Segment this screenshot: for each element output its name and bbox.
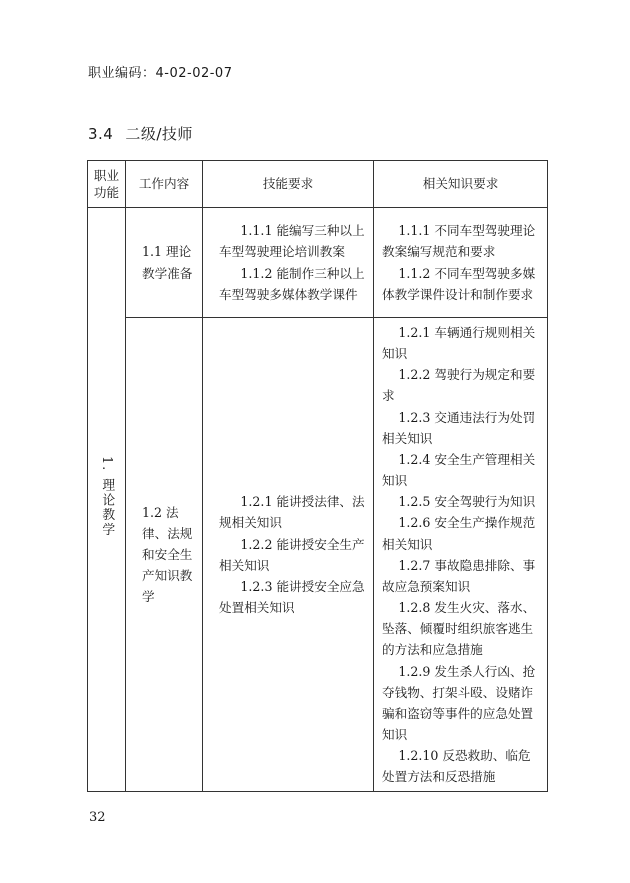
function-label: 1. 理论教学: [99, 455, 115, 538]
knowledge-item: 1.2.9 发生杀人行凶、抢夺钱物、打架斗殴、设赌诈骗和盗窃等事件的应急处置知识: [382, 663, 536, 742]
header-function-text: 职业 功能: [93, 168, 120, 200]
header-content: 工作内容: [126, 161, 203, 208]
knowledge-item: 1.1.1 不同车型驾驶理论教案编写规范和要求: [382, 223, 536, 260]
knowledge-item: 1.2.6 安全生产操作规范相关知识: [382, 515, 536, 552]
knowledge-item: 1.2.2 驾驶行为规定和要求: [382, 367, 536, 404]
section-heading: [88, 123, 193, 144]
page-number: 32: [89, 810, 106, 825]
skill-item: 1.2.1 能讲授法律、法规相关知识: [219, 494, 365, 531]
knowledge-item: 1.2.3 交通违法行为处罚相关知识: [382, 409, 536, 446]
content-cell: [126, 318, 203, 792]
content-cell: [126, 208, 203, 318]
knowledge-cell: [374, 318, 548, 792]
content-text: 1.2 法律、法规和安全生产知识教学: [142, 504, 193, 605]
content-text: 1.1 理论教学准备: [142, 244, 193, 281]
knowledge-item: 1.2.4 安全生产管理相关知识: [382, 451, 536, 489]
knowledge-item: 1.2.5 安全驾驶行为知识: [398, 494, 536, 510]
skill-item: 1.1.1 能编写三种以上车型驾驶理论培训教案: [219, 223, 365, 260]
header-skills: 技能要求: [203, 161, 374, 208]
table-header-row: [88, 161, 548, 208]
knowledge-item: 1.2.1 车辆通行规则相关知识: [382, 325, 536, 362]
table-row: [88, 208, 548, 318]
skill-item: 1.2.2 能讲授安全生产相关知识: [219, 536, 365, 573]
skills-table: [87, 160, 548, 792]
skill-item: 1.1.2 能制作三种以上车型驾驶多媒体教学课件: [219, 265, 365, 302]
header-knowledge: 相关知识要求: [374, 161, 548, 208]
knowledge-item: 1.2.10 反恐救助、临危处置方法和反恐措施: [382, 748, 531, 785]
skills-cell: [203, 208, 374, 318]
header-function: [88, 161, 126, 208]
section-title: 二级/技师: [125, 125, 193, 143]
knowledge-cell: [374, 208, 548, 318]
knowledge-item: 1.1.2 不同车型驾驶多媒体教学课件设计和制作要求: [382, 265, 536, 302]
knowledge-item: 1.2.7 事故隐患排除、事故应急预案知识: [382, 557, 536, 594]
skill-item: 1.2.3 能讲授安全应急处置相关知识: [219, 578, 365, 616]
table-row: [88, 318, 548, 792]
section-number: 3.4: [88, 125, 114, 143]
skills-cell: [203, 318, 374, 792]
job-code: 职业编码：4-02-02-07: [88, 66, 233, 81]
knowledge-item: 1.2.8 发生火灾、落水、坠落、倾覆时组织旅客逃生的方法和应急措施: [382, 600, 536, 658]
function-cell: [88, 208, 126, 792]
